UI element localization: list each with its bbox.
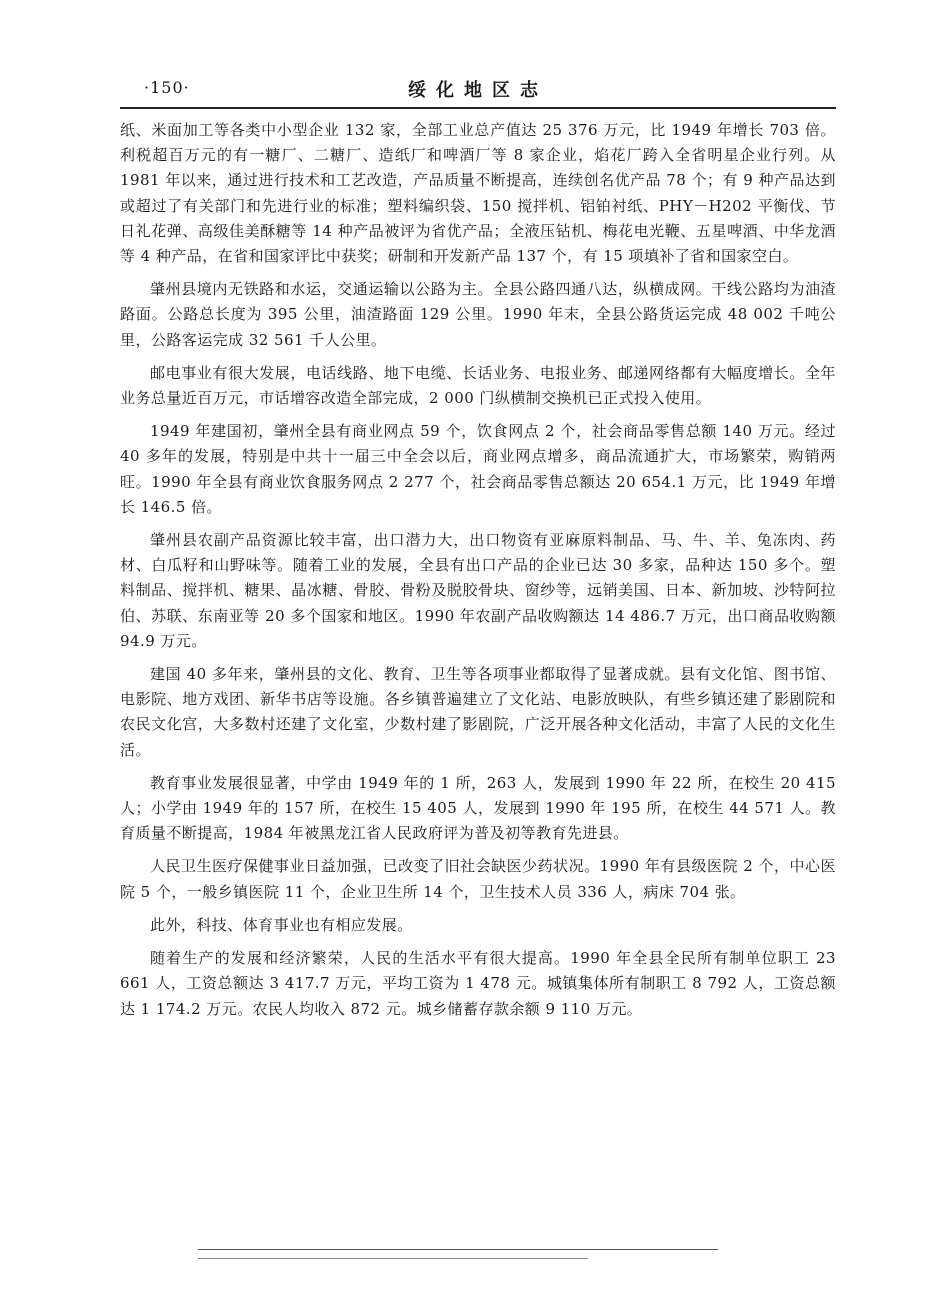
paragraph-exports: 肇州县农副产品资源比较丰富，出口潜力大，出口物资有亚麻原料制品、马、牛、羊、兔冻肉、药材、白瓜籽和山野味等。随着工业的发展，全县有出口产品的企业已达 30 多家，品种达 150 多个。塑料制品、搅拌机、糖果、晶冰糖、骨胶、骨粉及脱胶骨块、窗纱等，远销美国、日本、新加坡、沙特阿拉伯、苏联、东南亚等 20 多个国家和地区。1990 年农副产品收购额达 14 486.7 万元，出口商品收购额 94.9 万元。 [120,531,836,650]
paragraph-post-telecom: 邮电事业有很大发展，电话线路、地下电缆、长话业务、电报业务、邮递网络都有大幅度增长。全年业务总量近百万元，市话增容改造全部完成，2 000 门纵横制交换机已正式投入使用。 [120,363,836,408]
paragraph-transport: 肇州县境内无铁路和水运，交通运输以公路为主。全县公路四通八达，纵横成网。干线公路均为油渣路面。公路总长度为 395 公里，油渣路面 129 公里。1990 年末，全县公路货运完成 48 002 千吨公里，公路客运完成 32 561 千人公里。 [120,280,836,349]
paragraph-health: 人民卫生医疗保健事业日益加强，已改变了旧社会缺医少药状况。1990 年有县级医院 2 个，中心医院 5 个，一般乡镇医院 11 个，企业卫生所 14 个，卫生技术人员 336 人，病床 704 张。 [120,857,836,901]
paragraph-commerce: 1949 年建国初，肇州全县有商业网点 59 个，饮食网点 2 个，社会商品零售总额 140 万元。经过 40 多年的发展，特别是中共十一届三中全会以后，商业网点增多，商品流通扩大，市场繁荣，购销两旺。1990 年全县有商业饮食服务网点 2 277 个，社会商品零售总额达 20 654.1 万元，比 1949 年增长 146.5 倍。 [120,422,836,516]
footer-rule-secondary [198,1258,588,1259]
page-header [120,74,836,102]
footer-rule [198,1249,718,1250]
running-title: 绥化地区志 [408,80,548,101]
paragraph-continued: 纸、米面加工等各类中小型企业 132 家，全部工业总产值达 25 376 万元，比 1949 年增长 703 倍。利税超百万元的有一糖厂、二糖厂、造纸厂和啤酒厂等 8 家企业，焰花厂跨入全省明星企业行列。从 1981 年以来，通过进行技术和工艺改造，产品质量不断提高，连续创名优产品 78 个；有 9 种产品达到或超过了有关部门和先进行业的标准；塑料编织袋、150 搅拌机、铝铂衬纸、PHY－H202 平衡伐、节日礼花弹、高级佳美酥糖等 14 种产品被评为省优产品；全液压钻机、梅花电光鞭、五星啤酒、中华龙酒等 4 种产品，在省和国家评比中获奖；研制和开发新产品 137 个，有 15 项填补了省和国家空白。 [120,121,836,266]
header-rule [120,107,836,109]
paragraph-living-standards: 随着生产的发展和经济繁荣，人民的生活水平有很大提高。1990 年全县全民所有制单位职工 23 661 人，工资总额达 3 417.7 万元，平均工资为 1 478 元。城镇集体所有制职工 8 792 人，工资总额达 1 174.2 万元。农民人均收入 872 元。城乡储蓄存款余额 9 110 万元。 [120,949,836,1018]
paragraph-science-sports: 此外，科技、体育事业也有相应发展。 [150,915,413,934]
paragraph-education: 教育事业发展很显著，中学由 1949 年的 1 所，263 人，发展到 1990 年 22 所，在校生 20 415 人；小学由 1949 年的 157 所，在校生 15 405 人，发展到 1990 年 195 所，在校生 44 571 人。教育质量不断提高，1984 年被黑龙江省人民政府评为普及初等教育先进县。 [120,773,836,843]
paragraph-culture: 建国 40 多年来，肇州县的文化、教育、卫生等各项事业都取得了显著成就。县有文化馆、图书馆、电影院、地方戏团、新华书店等设施。各乡镇普遍建立了文化站、电影放映队，有些乡镇还建了影剧院和农民文化宫，大多数村还建了文化室，少数村建了影剧院，广泛开展各种文化活动，丰富了人民的文化生活。 [120,665,836,759]
page-number: ·150· [144,78,190,97]
body-text [120,118,836,1022]
